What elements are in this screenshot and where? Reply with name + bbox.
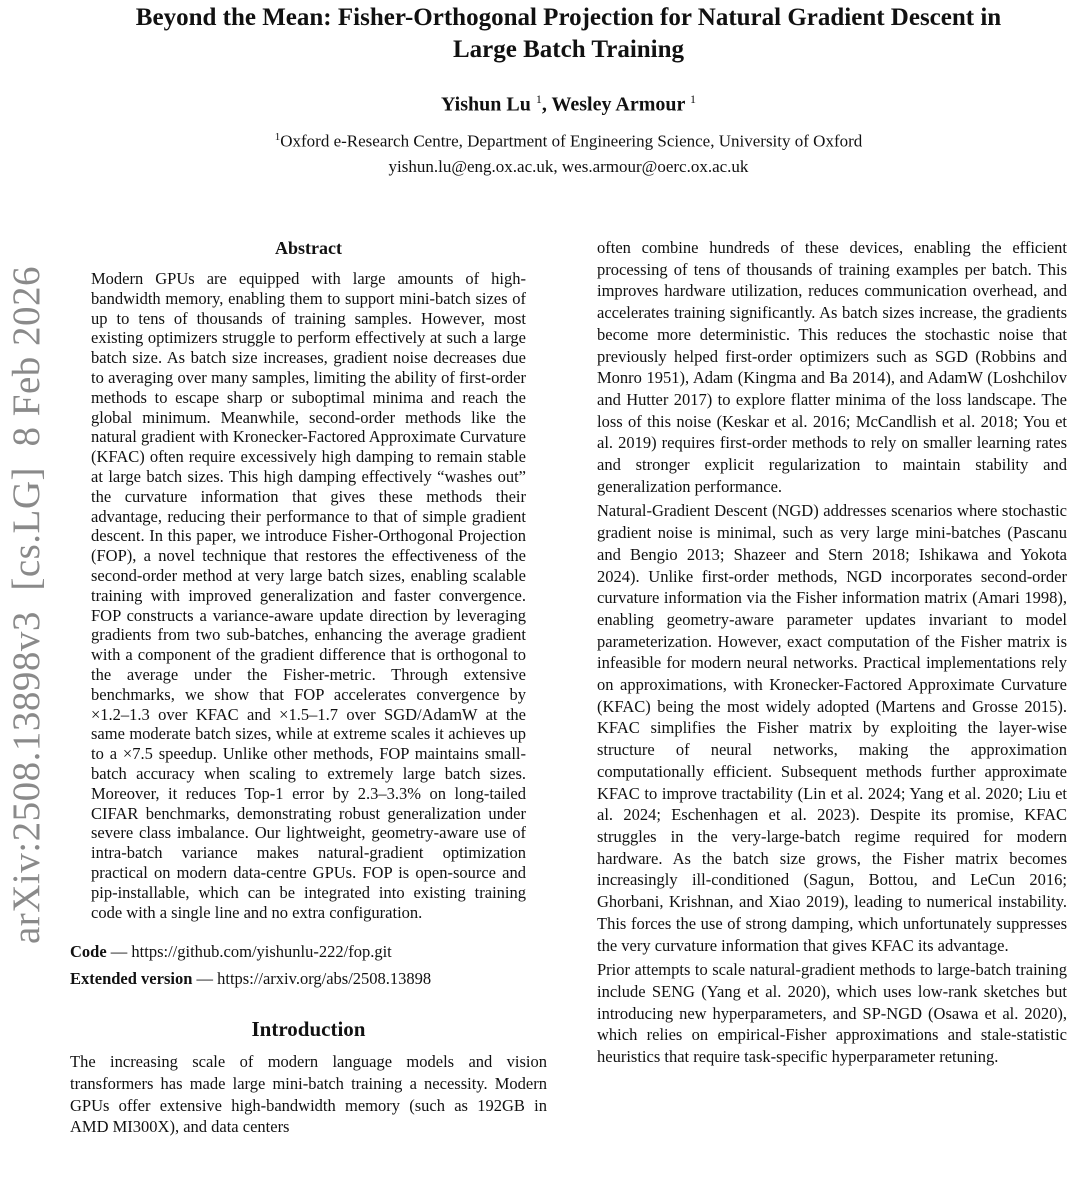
extended-version-url[interactable]: — https://arxiv.org/abs/2508.13898: [192, 969, 432, 989]
paper-title-line-2: Large Batch Training: [452, 36, 685, 63]
abstract-heading: Abstract: [275, 238, 342, 258]
extended-version-label: Extended version: [70, 969, 193, 989]
left-column: [70, 237, 547, 1141]
introduction-paragraph-col2-3: Prior attempts to scale natural-gradient methods to large-batch training include SENG (Yang et al. 2020), which uses low-rank sketches but introducing new hyperparameters, and SP-NGD (Osawa et al. 2020), which relies on empirical-Fisher approximations and stale-statistic heuristics that require task-specific hyperparameter retuning.: [597, 960, 1067, 1067]
author-1-affiliation-mark: 1: [535, 92, 542, 106]
arxiv-stamp-vertical-label: arXiv:2508.13898v3 [cs.LG] 8 Feb 2026: [5, 265, 48, 945]
code-label: Code: [70, 942, 107, 962]
code-url[interactable]: — https://github.com/yishunlu-222/fop.git: [106, 942, 392, 962]
introduction-heading: Introduction: [251, 1017, 366, 1042]
author-emails: yishun.lu@eng.ox.ac.uk, wes.armour@oerc.ox.ac.uk: [388, 157, 749, 177]
abstract-body: Modern GPUs are equipped with large amounts of high-bandwidth memory, enabling them to support mini-batch sizes of up to tens of thousands of training samples. However, most existing optimizers struggle to perform effectively at such a large batch size. As batch size increases, gradient noise decreases due to averaging over many samples, limiting the ability of first-order methods to escape sharp or suboptimal minima and reach the global minimum. Meanwhile, second-order methods like the natural gradient with Kronecker-Factored Approximate Curvature (KFAC) often require excessively high damping to remain stable at large batch sizes. This high damping effectively “washes out” the curvature information that gives these methods their advantage, reducing their performance to that of simple gradient descent. In this paper, we introduce Fisher-Orthogonal Projection (FOP), a novel technique that restores the effectiveness of the second-order method at very large batch sizes, enabling scalable training with improved generalization and faster convergence. FOP constructs a variance-aware update direction by leveraging gradients from two sub-batches, enhancing the average gradient with a component of the gradient difference that is orthogonal to the average under the Fisher-metric. Through extensive benchmarks, we show that FOP accelerates convergence by ×1.2–1.3 over KFAC and ×1.5–1.7 over SGD/AdamW at the same moderate batch sizes, while at extreme scales it achieves up to a ×7.5 speedup. Unlike other methods, FOP maintains small-batch accuracy when scaling to extremely large batch sizes. Moreover, it reduces Top-1 error by 2.3–3.3% on long-tailed CIFAR benchmarks, demonstrating robust generalization under severe class imbalance. Our lightweight, geometry-aware use of intra-batch variance makes natural-gradient optimization practical on modern data-centre GPUs. FOP is open-source and pip-installable, which can be integrated into existing training code with a single line and no extra configuration.: [91, 269, 526, 922]
right-column: [597, 237, 1067, 1071]
code-link-line: [70, 941, 547, 962]
paper-title: [70, 2, 1067, 66]
affiliation-line: [70, 127, 1067, 152]
affiliation-mark: 1: [274, 130, 281, 143]
extended-version-line: [70, 968, 547, 989]
author-2-affiliation-mark: 1: [690, 92, 697, 106]
introduction-paragraph-col2-1: often combine hundreds of these devices, enabling the efficient processing of tens of thousands of training examples per batch. This improves hardware utilization, reduces communication overhead, and accelerates training significantly. As batch sizes increase, the gradients become more deterministic. This reduces the stochastic noise that previously helped first-order optimizers such as SGD (Robbins and Monro 1951), Adam (Kingma and Ba 2014), and AdamW (Loshchilov and Hutter 2017) to explore flatter minima of the loss landscape. The loss of this noise (Keskar et al. 2016; McCandlish et al. 2018; You et al. 2019) requires first-order methods to rely on smaller learning rates and stronger explicit regularization to maintain stability and generalization performance.: [597, 238, 1067, 496]
introduction-paragraph-col1: The increasing scale of modern language models and vision transformers has made large mini-batch training a necessity. Modern GPUs offer extensive high-bandwidth memory (such as 192GB in AMD MI300X), and data centers: [70, 1052, 547, 1137]
introduction-paragraph-col2-2: Natural-Gradient Descent (NGD) addresses scenarios where stochastic gradient noise is minimal, such as very large mini-batches (Pascanu and Bengio 2013; Shazeer and Stern 2018; Ishikawa and Yokota 2024). Unlike first-order methods, NGD incorporates second-order curvature information via the Fisher information matrix (Amari 1998), enabling geometry-aware parameter updates invariant to model parameterization. However, exact computation of the Fisher matrix is infeasible for modern neural networks. Practical implementations rely on approximations, with Kronecker-Factored Approximate Curvature (KFAC) being the most widely adopted (Martens and Grosse 2015). KFAC simplifies the Fisher matrix by exploiting the layer-wise structure of neural networks, making the approximation computationally efficient. Subsequent methods further approximate KFAC to improve tractability (Lin et al. 2024; Yang et al. 2020; Liu et al. 2024; Eschenhagen et al. 2023). Despite its promise, KFAC struggles in the very-large-batch regime required for modern hardware. As the batch size grows, the Fisher matrix becomes increasingly ill-conditioned (Sagun, Bottou, and LeCun 2016; Ghorbani, Krishnan, and Xiao 2019), leading to numerical instability. This forces the use of strong damping, which unfortunately suppresses the very curvature information that gives KFAC its advantage.: [597, 501, 1067, 955]
affiliation-text: Oxford e-Research Centre, Department of Engineering Science, University of Oxford: [280, 131, 863, 151]
author-list: [70, 87, 1067, 117]
author-2-name: Wesley Armour: [551, 93, 691, 116]
paper-header: [70, 0, 1067, 177]
author-1-name: Yishun Lu: [440, 93, 536, 116]
author-separator: ,: [541, 93, 552, 116]
paper-title-line-1: Beyond the Mean: Fisher-Orthogonal Projection for Natural Gradient Descent in: [135, 4, 1002, 31]
